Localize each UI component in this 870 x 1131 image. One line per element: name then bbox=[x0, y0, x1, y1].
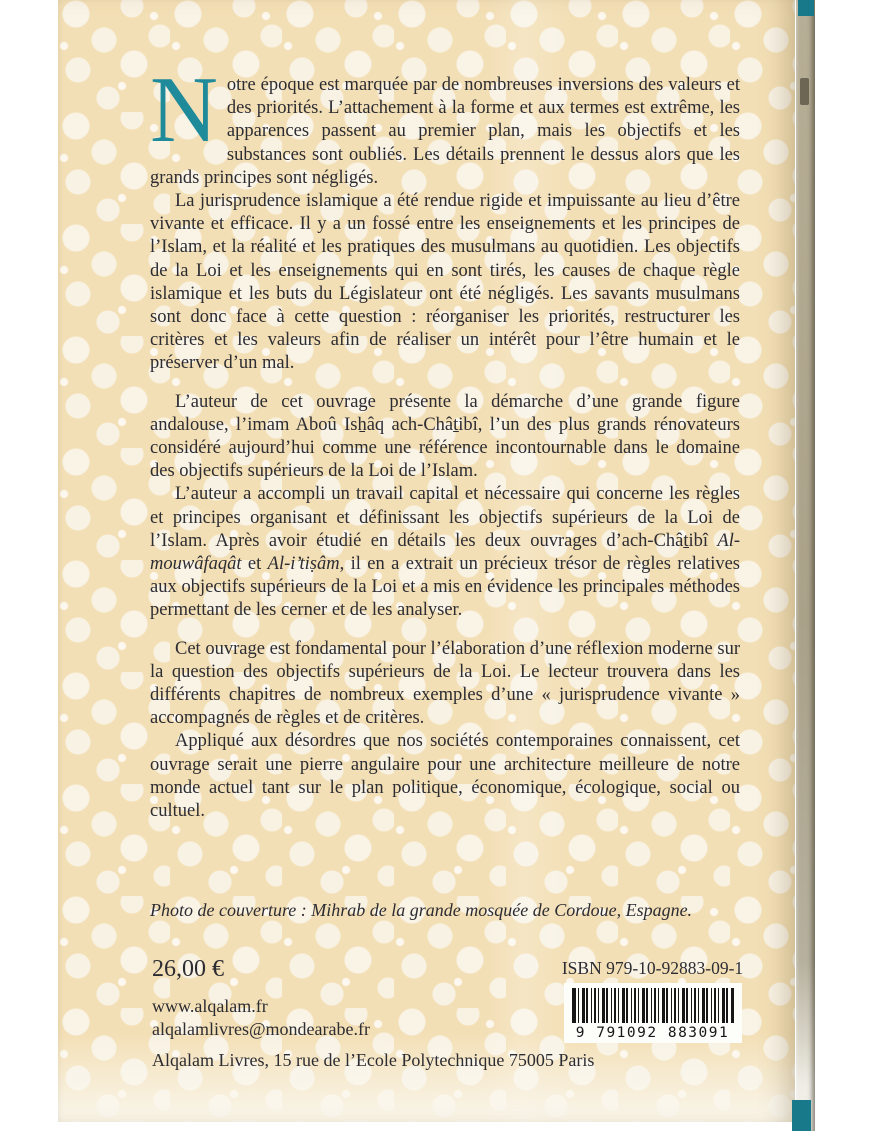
contact-block bbox=[152, 995, 370, 1041]
drop-cap: N bbox=[150, 58, 218, 162]
barcode-digits: 9 791092 883091 bbox=[575, 1025, 730, 1041]
paragraph-3: L’auteur de cet ouvrage présente la démarche d’une grande figure andalouse, l’imam Aboû Isẖâq ach-Châṯibî, l’un des plus grands rénovateurs considéré aujourd’hui comme une référence incontournable dans le domaine des objectifs supérieurs de la Loi de l’Islam. bbox=[150, 391, 740, 482]
paragraph-6: Appliqué aux désordres que nos sociétés contemporaines connaissent, cet ouvrage serait une pierre angulaire pour une architecture meilleure de notre monde actuel tant sur le plan politique, économique, écologique, social ou cultuel. bbox=[150, 731, 740, 822]
book-title-italic: Al-i’tiṣâm bbox=[267, 554, 340, 575]
isbn-label: ISBN 979-10-92883-09-1 bbox=[561, 958, 744, 978]
photo-credit: Photo de couverture : Mihrab de la grande mosquée de Cordoue, Espagne. bbox=[150, 900, 693, 920]
website-url: www.alqalam.fr bbox=[152, 996, 268, 1016]
publisher-address: Alqalam Livres, 15 rue de l’Ecole Polytechnique 75005 Paris bbox=[152, 1050, 595, 1070]
spine-bottom-teal-cap bbox=[792, 1100, 811, 1131]
ean-barcode bbox=[564, 983, 742, 1043]
book-title-italic: Al-mouwâfaqât bbox=[150, 530, 740, 575]
paragraph-4 bbox=[150, 483, 740, 622]
spine-top-teal-cap bbox=[798, 0, 814, 16]
back-cover bbox=[58, 0, 795, 1122]
paragraph-4-text: et bbox=[241, 554, 268, 575]
paragraph-1-text: otre époque est marquée par de nombreuses inversions des valeurs et des priorités. L’attachement à la forme et aux termes est extrême, les apparences passent au premier plan, mais les objectifs et les substances sont oubliés. Les détails prennent le dessus alors que les grands principes sont négligés. bbox=[150, 75, 740, 188]
back-cover-text bbox=[150, 58, 740, 823]
paragraph-4-text: , il en a extrait un précieux trésor de règles relatives aux objectifs supérieurs de la Loi et a mis en évidence les principales méthodes permettant de les cerner et de les analyser. bbox=[150, 554, 740, 621]
paragraph-5: Cet ouvrage est fondamental pour l’élaboration d’une réflexion moderne sur la question des objectifs supérieurs de la Loi. Le lecteur trouvera dans les différents chapitres de nombreux exemples d’une « jurisprudence vivante » accompagnés de règles et de critères. bbox=[150, 638, 740, 729]
book-spine bbox=[796, 0, 815, 1131]
email-address: alqalamlivres@mondearabe.fr bbox=[152, 1019, 370, 1039]
price: 26,00 € bbox=[152, 956, 224, 982]
paragraph-2: La jurisprudence islamique a été rendue rigide et impuissante au lieu d’être vivante et efficace. Il y a un fossé entre les enseignements et les principes de l’Islam, et la réalité et les pratiques des musulmans au quotidien. Les objectifs de la Loi et les enseignements qui en sont tirés, les causes de chaque règle islamique et les buts du Législateur ont été négligés. Les savants musulmans sont donc face à cette question : réorganiser les priorités, restructurer les critères et les valeurs afin de réaliser un intérêt pour l’être humain et le préserver d’un mal. bbox=[150, 191, 740, 374]
barcode-bars bbox=[572, 988, 734, 1023]
paragraph-1 bbox=[150, 58, 740, 190]
isbn-block bbox=[545, 958, 760, 1043]
paragraph-4-text: L’auteur a accompli un travail capital et nécessaire qui concerne les règles et principes organisant et définissant les objectifs supérieurs de la Loi de l’Islam. Après avoir étudié en détails les deux ouvrages d’ach-Châṯibî bbox=[150, 484, 740, 551]
spine-lettering-fragment bbox=[800, 78, 809, 105]
